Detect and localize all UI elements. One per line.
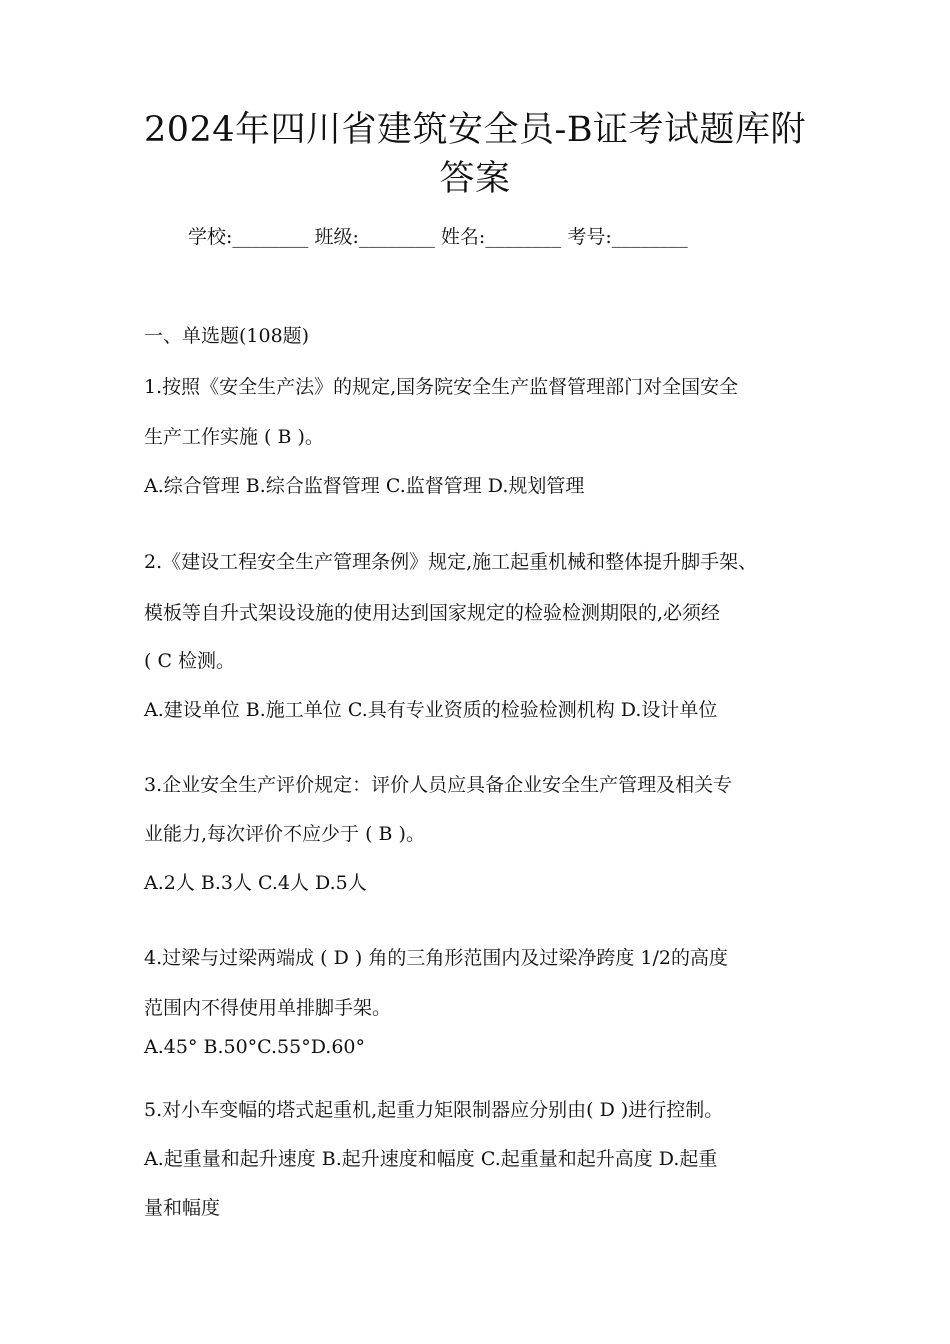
question-5-text-line-1: 5.对小车变幅的塔式起重机,起重力矩限制器应分别由( D )进行控制。 bbox=[144, 1099, 724, 1121]
question-4-text-line-1: 4.过梁与过梁两端成 ( D ) 角的三角形范围内及过梁净跨度 1/2的高度 bbox=[144, 947, 728, 969]
question-2-text-line-3: ( C 检测。 bbox=[144, 650, 236, 672]
question-1-text-line-2: 生产工作实施 ( B )。 bbox=[144, 426, 324, 448]
question-4-text-line-2: 范围内不得使用单排脚手架。 bbox=[144, 997, 392, 1019]
question-2-text-line-1: 2.《建设工程安全生产管理条例》规定,施工起重机械和整体提升脚手架、 bbox=[144, 551, 758, 573]
question-3-options: A.2人 B.3人 C.4人 D.5人 bbox=[144, 872, 367, 894]
question-1-text-line-1: 1.按照《安全生产法》的规定,国务院安全生产监督管理部门对全国安全 bbox=[144, 376, 739, 398]
question-1-options: A.综合管理 B.综合监督管理 C.监督管理 D.规划管理 bbox=[144, 475, 585, 497]
section-heading: 一、单选题(108题) bbox=[144, 325, 310, 347]
question-2-options: A.建设单位 B.施工单位 C.具有专业资质的检验检测机构 D.设计单位 bbox=[144, 699, 718, 721]
document-title-line-2: 答案 bbox=[439, 159, 511, 199]
question-3-text-line-1: 3.企业安全生产评价规定：评价人员应具备企业安全生产管理及相关专 bbox=[144, 774, 733, 796]
question-5-options-line-2: 量和幅度 bbox=[144, 1197, 221, 1219]
question-4-options: A.45° B.50°C.55°D.60° bbox=[144, 1036, 366, 1058]
student-info-line: 学校:________ 班级:________ 姓名:________ 考号:________ bbox=[188, 226, 688, 248]
question-5-options-line-1: A.起重量和起升速度 B.起升速度和幅度 C.起重量和起升高度 D.起重 bbox=[144, 1148, 718, 1170]
question-2-text-line-2: 模板等自升式架设设施的使用达到国家规定的检验检测期限的,必须经 bbox=[144, 602, 721, 624]
question-3-text-line-2: 业能力,每次评价不应少于 ( B )。 bbox=[144, 823, 425, 845]
document-title-line-1: 2024年四川省建筑安全员-B证考试题库附 bbox=[143, 110, 807, 150]
